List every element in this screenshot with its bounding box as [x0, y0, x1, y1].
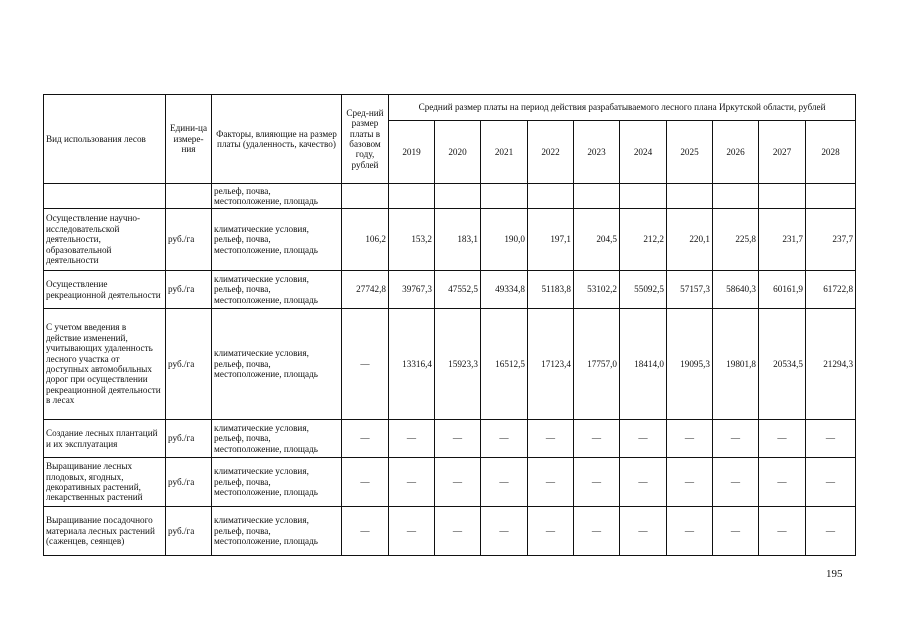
year-header: 2020: [435, 121, 481, 184]
value-cell: 212,2: [620, 209, 667, 271]
value-cell: 21294,3: [806, 309, 856, 420]
value-cell: —: [574, 507, 620, 556]
value-cell: 237,7: [806, 209, 856, 271]
value-cell: 197,1: [528, 209, 574, 271]
base-fee-cell: —: [342, 507, 389, 556]
value-cell: —: [620, 507, 667, 556]
factor-cell: климатические условия, рельеф, почва, местоположение, площадь: [212, 271, 342, 309]
value-cell: —: [528, 458, 574, 507]
table-row: [44, 209, 856, 271]
unit-cell: руб./га: [166, 209, 212, 271]
year-header: 2025: [667, 121, 713, 184]
year-header: 2022: [528, 121, 574, 184]
value-cell: [574, 184, 620, 209]
value-cell: [713, 184, 759, 209]
value-cell: —: [620, 458, 667, 507]
base-fee-cell: —: [342, 458, 389, 507]
value-cell: —: [713, 420, 759, 458]
page-number: 195: [826, 568, 843, 580]
fee-table: [43, 94, 856, 556]
value-cell: 204,5: [574, 209, 620, 271]
value-cell: 15923,3: [435, 309, 481, 420]
value-cell: 51183,8: [528, 271, 574, 309]
value-cell: [481, 184, 528, 209]
value-cell: 16512,5: [481, 309, 528, 420]
value-cell: 55092,5: [620, 271, 667, 309]
value-cell: —: [574, 420, 620, 458]
value-cell: [667, 184, 713, 209]
value-cell: —: [713, 458, 759, 507]
factor-cell: климатические условия, рельеф, почва, местоположение, площадь: [212, 507, 342, 556]
value-cell: 17757,0: [574, 309, 620, 420]
header-period-fee: Средний размер платы на период действия разрабатываемого лесного плана Иркутской области, рублей: [389, 95, 856, 121]
value-cell: 225,8: [713, 209, 759, 271]
unit-cell: руб./га: [166, 420, 212, 458]
header-use-type: Вид использования лесов: [44, 95, 166, 184]
base-fee-cell: —: [342, 309, 389, 420]
value-cell: 20534,5: [759, 309, 806, 420]
table-row: [44, 309, 856, 420]
value-cell: [806, 184, 856, 209]
value-cell: —: [481, 507, 528, 556]
value-cell: 58640,3: [713, 271, 759, 309]
value-cell: 17123,4: [528, 309, 574, 420]
use-type-cell: С учетом введения в действие изменений, учитывающих удаленность лесного участка от доступных автомобильных дорог при осуществлении рекреационной деятельности в лесах: [44, 309, 166, 420]
unit-cell: руб./га: [166, 507, 212, 556]
value-cell: [435, 184, 481, 209]
value-cell: 49334,8: [481, 271, 528, 309]
value-cell: —: [435, 507, 481, 556]
value-cell: —: [481, 420, 528, 458]
use-type-cell: Выращивание посадочного материала лесных растений (саженцев, сеянцев): [44, 507, 166, 556]
year-header: 2024: [620, 121, 667, 184]
value-cell: —: [435, 458, 481, 507]
table-row: [44, 184, 856, 209]
value-cell: —: [481, 458, 528, 507]
value-cell: 60161,9: [759, 271, 806, 309]
value-cell: —: [667, 420, 713, 458]
unit-cell: руб./га: [166, 271, 212, 309]
value-cell: —: [806, 507, 856, 556]
value-cell: —: [389, 420, 435, 458]
value-cell: 61722,8: [806, 271, 856, 309]
value-cell: 47552,5: [435, 271, 481, 309]
value-cell: —: [667, 507, 713, 556]
use-type-cell: Выращивание лесных плодовых, ягодных, декоративных растений, лекарственных растений: [44, 458, 166, 507]
table-row: [44, 271, 856, 309]
value-cell: 183,1: [435, 209, 481, 271]
value-cell: 220,1: [667, 209, 713, 271]
unit-cell: [166, 184, 212, 209]
base-fee-cell: [342, 184, 389, 209]
use-type-cell: Осуществление научно-исследовательской деятельности, образовательной деятельности: [44, 209, 166, 271]
value-cell: —: [667, 458, 713, 507]
factor-cell: климатические условия, рельеф, почва, местоположение, площадь: [212, 420, 342, 458]
base-fee-cell: 27742,8: [342, 271, 389, 309]
value-cell: 57157,3: [667, 271, 713, 309]
value-cell: —: [389, 507, 435, 556]
value-cell: [389, 184, 435, 209]
value-cell: —: [806, 458, 856, 507]
value-cell: —: [759, 420, 806, 458]
value-cell: —: [759, 507, 806, 556]
value-cell: 18414,0: [620, 309, 667, 420]
value-cell: [620, 184, 667, 209]
value-cell: —: [528, 507, 574, 556]
value-cell: 190,0: [481, 209, 528, 271]
value-cell: 53102,2: [574, 271, 620, 309]
value-cell: —: [759, 458, 806, 507]
factor-cell: климатические условия, рельеф, почва, местоположение, площадь: [212, 309, 342, 420]
value-cell: 19095,3: [667, 309, 713, 420]
year-header: 2019: [389, 121, 435, 184]
factor-cell: рельеф, почва, местоположение, площадь: [212, 184, 342, 209]
value-cell: —: [620, 420, 667, 458]
value-cell: 39767,3: [389, 271, 435, 309]
table-row: [44, 420, 856, 458]
header-factors: Факторы, влияющие на размер платы (удаленность, качество): [212, 95, 342, 184]
value-cell: 19801,8: [713, 309, 759, 420]
base-fee-cell: —: [342, 420, 389, 458]
year-header: 2027: [759, 121, 806, 184]
value-cell: —: [435, 420, 481, 458]
table-row: [44, 458, 856, 507]
value-cell: —: [574, 458, 620, 507]
value-cell: —: [806, 420, 856, 458]
factor-cell: климатические условия, рельеф, почва, местоположение, площадь: [212, 209, 342, 271]
value-cell: [759, 184, 806, 209]
year-header: 2026: [713, 121, 759, 184]
value-cell: 13316,4: [389, 309, 435, 420]
value-cell: —: [389, 458, 435, 507]
factor-cell: климатические условия, рельеф, почва, местоположение, площадь: [212, 458, 342, 507]
year-header: 2023: [574, 121, 620, 184]
value-cell: —: [713, 507, 759, 556]
use-type-cell: Создание лесных плантаций и их эксплуатация: [44, 420, 166, 458]
year-header: 2021: [481, 121, 528, 184]
header-unit: Едини-ца измере-ния: [166, 95, 212, 184]
value-cell: —: [528, 420, 574, 458]
base-fee-cell: 106,2: [342, 209, 389, 271]
year-header: 2028: [806, 121, 856, 184]
unit-cell: руб./га: [166, 458, 212, 507]
unit-cell: руб./га: [166, 309, 212, 420]
table-row: [44, 507, 856, 556]
header-base-fee: Сред-ний размер платы в базовом году, рублей: [342, 95, 389, 184]
value-cell: 231,7: [759, 209, 806, 271]
value-cell: [528, 184, 574, 209]
value-cell: 153,2: [389, 209, 435, 271]
use-type-cell: [44, 184, 166, 209]
use-type-cell: Осуществление рекреационной деятельности: [44, 271, 166, 309]
